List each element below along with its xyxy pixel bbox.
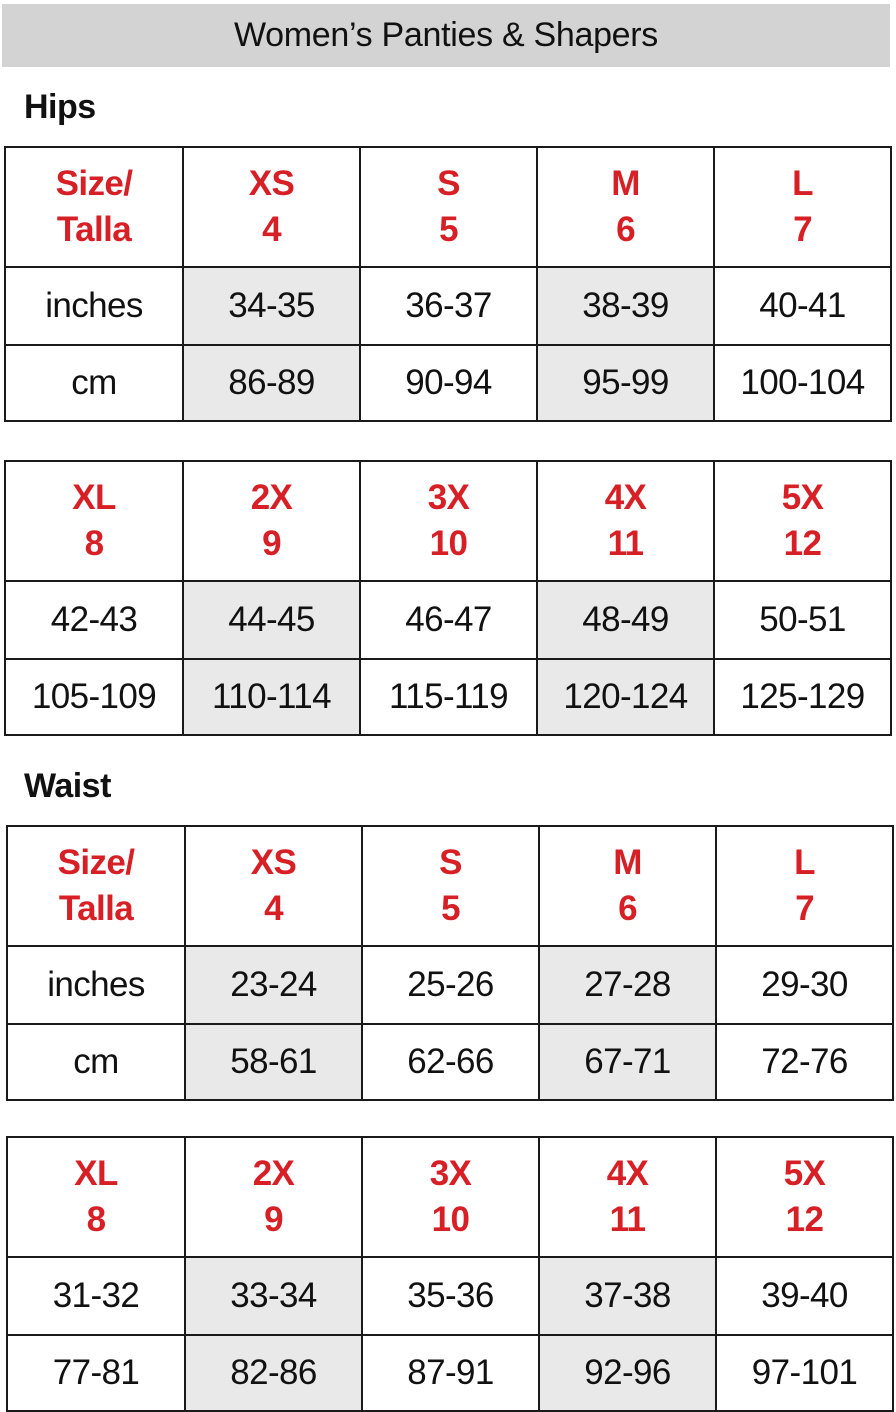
hips-size-table-2	[4, 460, 892, 736]
measurement-cell: 25-26	[362, 946, 539, 1024]
measurement-cell: 39-40	[716, 1257, 893, 1335]
measurement-cell: 40-41	[714, 267, 891, 345]
size-header-cell: L 7	[714, 147, 891, 267]
measurement-cell: 48-49	[537, 581, 714, 659]
cm-row	[7, 1024, 893, 1100]
inches-row	[7, 1257, 893, 1335]
size-header-row	[7, 1137, 893, 1257]
measurement-cell: 125-129	[714, 659, 891, 735]
measurement-cell: 37-38	[539, 1257, 716, 1335]
row-label: cm	[7, 1024, 185, 1100]
size-header-cell: 3X 10	[362, 1137, 539, 1257]
inches-row	[5, 581, 891, 659]
cm-row	[5, 659, 891, 735]
measurement-cell: 77-81	[7, 1335, 185, 1411]
size-header-cell: 4X 11	[539, 1137, 716, 1257]
inches-row	[7, 946, 893, 1024]
measurement-cell: 86-89	[183, 345, 360, 421]
measurement-cell: 46-47	[360, 581, 537, 659]
size-header-cell: XL 8	[7, 1137, 185, 1257]
size-header-cell: Size/ Talla	[7, 826, 185, 946]
size-header-cell: Size/ Talla	[5, 147, 183, 267]
measurement-cell: 23-24	[185, 946, 362, 1024]
measurement-cell: 115-119	[360, 659, 537, 735]
measurement-cell: 44-45	[183, 581, 360, 659]
size-header-cell: 3X 10	[360, 461, 537, 581]
size-header-row	[7, 826, 893, 946]
measurement-cell: 120-124	[537, 659, 714, 735]
measurement-cell: 100-104	[714, 345, 891, 421]
waist-heading: Waist	[24, 767, 111, 805]
measurement-cell: 105-109	[5, 659, 183, 735]
measurement-cell: 42-43	[5, 581, 183, 659]
cm-row	[5, 345, 891, 421]
measurement-cell: 33-34	[185, 1257, 362, 1335]
chart-title-banner	[2, 4, 890, 67]
size-header-cell: S 5	[360, 147, 537, 267]
waist-size-table-1	[6, 825, 894, 1101]
size-header-cell: M 6	[537, 147, 714, 267]
measurement-cell: 34-35	[183, 267, 360, 345]
measurement-cell: 90-94	[360, 345, 537, 421]
size-header-cell: 5X 12	[716, 1137, 893, 1257]
size-header-cell: M 6	[539, 826, 716, 946]
measurement-cell: 36-37	[360, 267, 537, 345]
size-header-cell: 2X 9	[185, 1137, 362, 1257]
measurement-cell: 62-66	[362, 1024, 539, 1100]
measurement-cell: 92-96	[539, 1335, 716, 1411]
size-header-row	[5, 147, 891, 267]
measurement-cell: 87-91	[362, 1335, 539, 1411]
measurement-cell: 35-36	[362, 1257, 539, 1335]
measurement-cell: 58-61	[185, 1024, 362, 1100]
waist-size-table-2	[6, 1136, 894, 1412]
size-header-cell: XL 8	[5, 461, 183, 581]
size-header-cell: 2X 9	[183, 461, 360, 581]
size-header-cell: XS 4	[185, 826, 362, 946]
row-label: cm	[5, 345, 183, 421]
size-header-cell: XS 4	[183, 147, 360, 267]
cm-row	[7, 1335, 893, 1411]
measurement-cell: 67-71	[539, 1024, 716, 1100]
measurement-cell: 95-99	[537, 345, 714, 421]
measurement-cell: 31-32	[7, 1257, 185, 1335]
size-header-cell: 4X 11	[537, 461, 714, 581]
hips-heading: Hips	[24, 88, 96, 126]
size-header-cell: S 5	[362, 826, 539, 946]
measurement-cell: 72-76	[716, 1024, 893, 1100]
measurement-cell: 38-39	[537, 267, 714, 345]
size-header-row	[5, 461, 891, 581]
size-header-cell: 5X 12	[714, 461, 891, 581]
measurement-cell: 82-86	[185, 1335, 362, 1411]
measurement-cell: 97-101	[716, 1335, 893, 1411]
row-label: inches	[5, 267, 183, 345]
hips-size-table-1	[4, 146, 892, 422]
measurement-cell: 27-28	[539, 946, 716, 1024]
size-header-cell: L 7	[716, 826, 893, 946]
chart-title: Women’s Panties & Shapers	[233, 16, 659, 54]
measurement-cell: 110-114	[183, 659, 360, 735]
row-label: inches	[7, 946, 185, 1024]
inches-row	[5, 267, 891, 345]
measurement-cell: 50-51	[714, 581, 891, 659]
measurement-cell: 29-30	[716, 946, 893, 1024]
